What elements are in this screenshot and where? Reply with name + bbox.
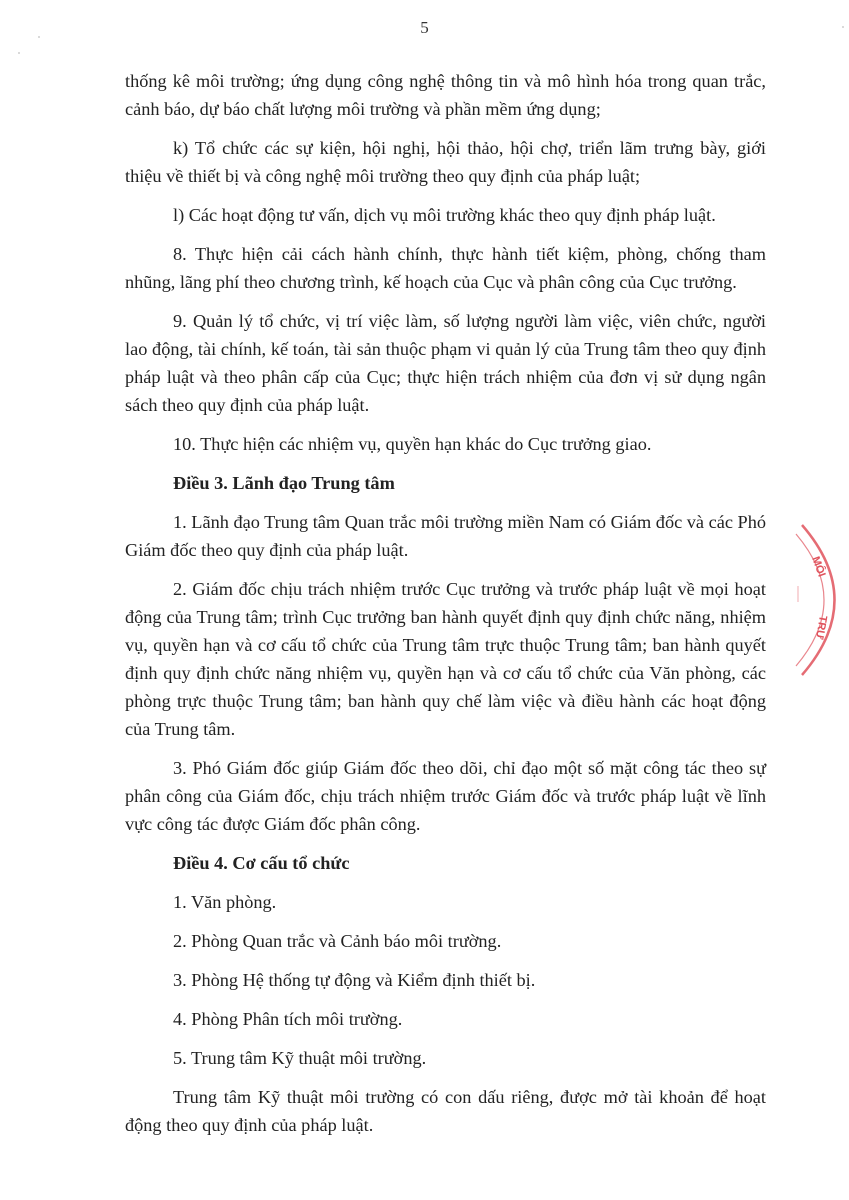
stamp-text-top: MÔI	[809, 554, 828, 579]
document-body	[125, 67, 766, 1150]
article-3-clause-3: 3. Phó Giám đốc giúp Giám đốc theo dõi, chỉ đạo một số mặt công tác theo sự phân công của Giám đốc, chịu trách nhiệm trước Giám đốc và trước pháp luật về lĩnh vực công tác được Giám đốc phân công.	[125, 758, 766, 834]
scan-speck	[18, 52, 20, 54]
article-4-item-3: 3. Phòng Hệ thống tự động và Kiểm định thiết bị.	[173, 970, 536, 990]
article-4-closing-paragraph: Trung tâm Kỹ thuật môi trường có con dấu riêng, được mở tài khoản để hoạt động theo quy định của pháp luật.	[125, 1087, 766, 1135]
article-4-item-5: 5. Trung tâm Kỹ thuật môi trường.	[173, 1048, 427, 1068]
paragraph-item-8: 8. Thực hiện cải cách hành chính, thực hành tiết kiệm, phòng, chống tham nhũng, lãng phí theo chương trình, kế hoạch của Cục và phân công của Cục trưởng.	[125, 244, 766, 292]
stamp-text-bottom: TRƯ	[812, 614, 829, 640]
scan-speck	[842, 26, 844, 28]
article-3-clause-2: 2. Giám đốc chịu trách nhiệm trước Cục trưởng và trước pháp luật về mọi hoạt động của Trung tâm; trình Cục trưởng ban hành quyết định quy định chức năng, nhiệm vụ, quyền hạn và cơ cấu tổ chức của Trung tâm trực thuộc Trung tâm; ban hành quyết định quy định chức năng nhiệm vụ, quyền hạn và cơ cấu tổ chức của Văn phòng, các phòng trực thuộc Trung tâm; ban hành quy chế làm việc và điều hành các hoạt động của Trung tâm.	[125, 579, 766, 739]
page-number: 5	[420, 18, 429, 37]
scan-speck	[38, 36, 40, 38]
stamp-inner-arc	[796, 534, 824, 666]
article-4-item-1: 1. Văn phòng.	[173, 892, 277, 912]
paragraph-item-k: k) Tổ chức các sự kiện, hội nghị, hội thảo, hội chợ, triển lãm trưng bày, giới thiệu về thiết bị và công nghệ môi trường theo quy định của pháp luật;	[125, 138, 766, 186]
article-3-heading: Điều 3. Lãnh đạo Trung tâm	[173, 473, 395, 493]
red-seal-stamp	[792, 520, 849, 680]
article-4-item-4: 4. Phòng Phân tích môi trường.	[173, 1009, 403, 1029]
article-3-clause-1: 1. Lãnh đạo Trung tâm Quan trắc môi trường miền Nam có Giám đốc và các Phó Giám đốc theo quy định của pháp luật.	[125, 512, 766, 560]
paragraph-item-9: 9. Quản lý tổ chức, vị trí việc làm, số lượng người làm việc, viên chức, người lao động, tài chính, kế toán, tài sản thuộc phạm vi quản lý của Trung tâm theo quy định pháp luật và theo phân cấp của Cục; thực hiện trách nhiệm của đơn vị sử dụng ngân sách theo quy định của pháp luật.	[125, 311, 766, 415]
paragraph-item-l: l) Các hoạt động tư vấn, dịch vụ môi trường khác theo quy định pháp luật.	[173, 205, 716, 225]
paragraph-item-10: 10. Thực hiện các nhiệm vụ, quyền hạn khác do Cục trưởng giao.	[173, 434, 652, 454]
article-4-heading: Điều 4. Cơ cấu tổ chức	[173, 853, 350, 873]
paragraph-continuation: thống kê môi trường; ứng dụng công nghệ thông tin và mô hình hóa trong quan trắc, cảnh báo, dự báo chất lượng môi trường và phần mềm ứng dụng;	[125, 71, 766, 119]
article-4-item-2: 2. Phòng Quan trắc và Cảnh báo môi trường.	[173, 931, 502, 951]
